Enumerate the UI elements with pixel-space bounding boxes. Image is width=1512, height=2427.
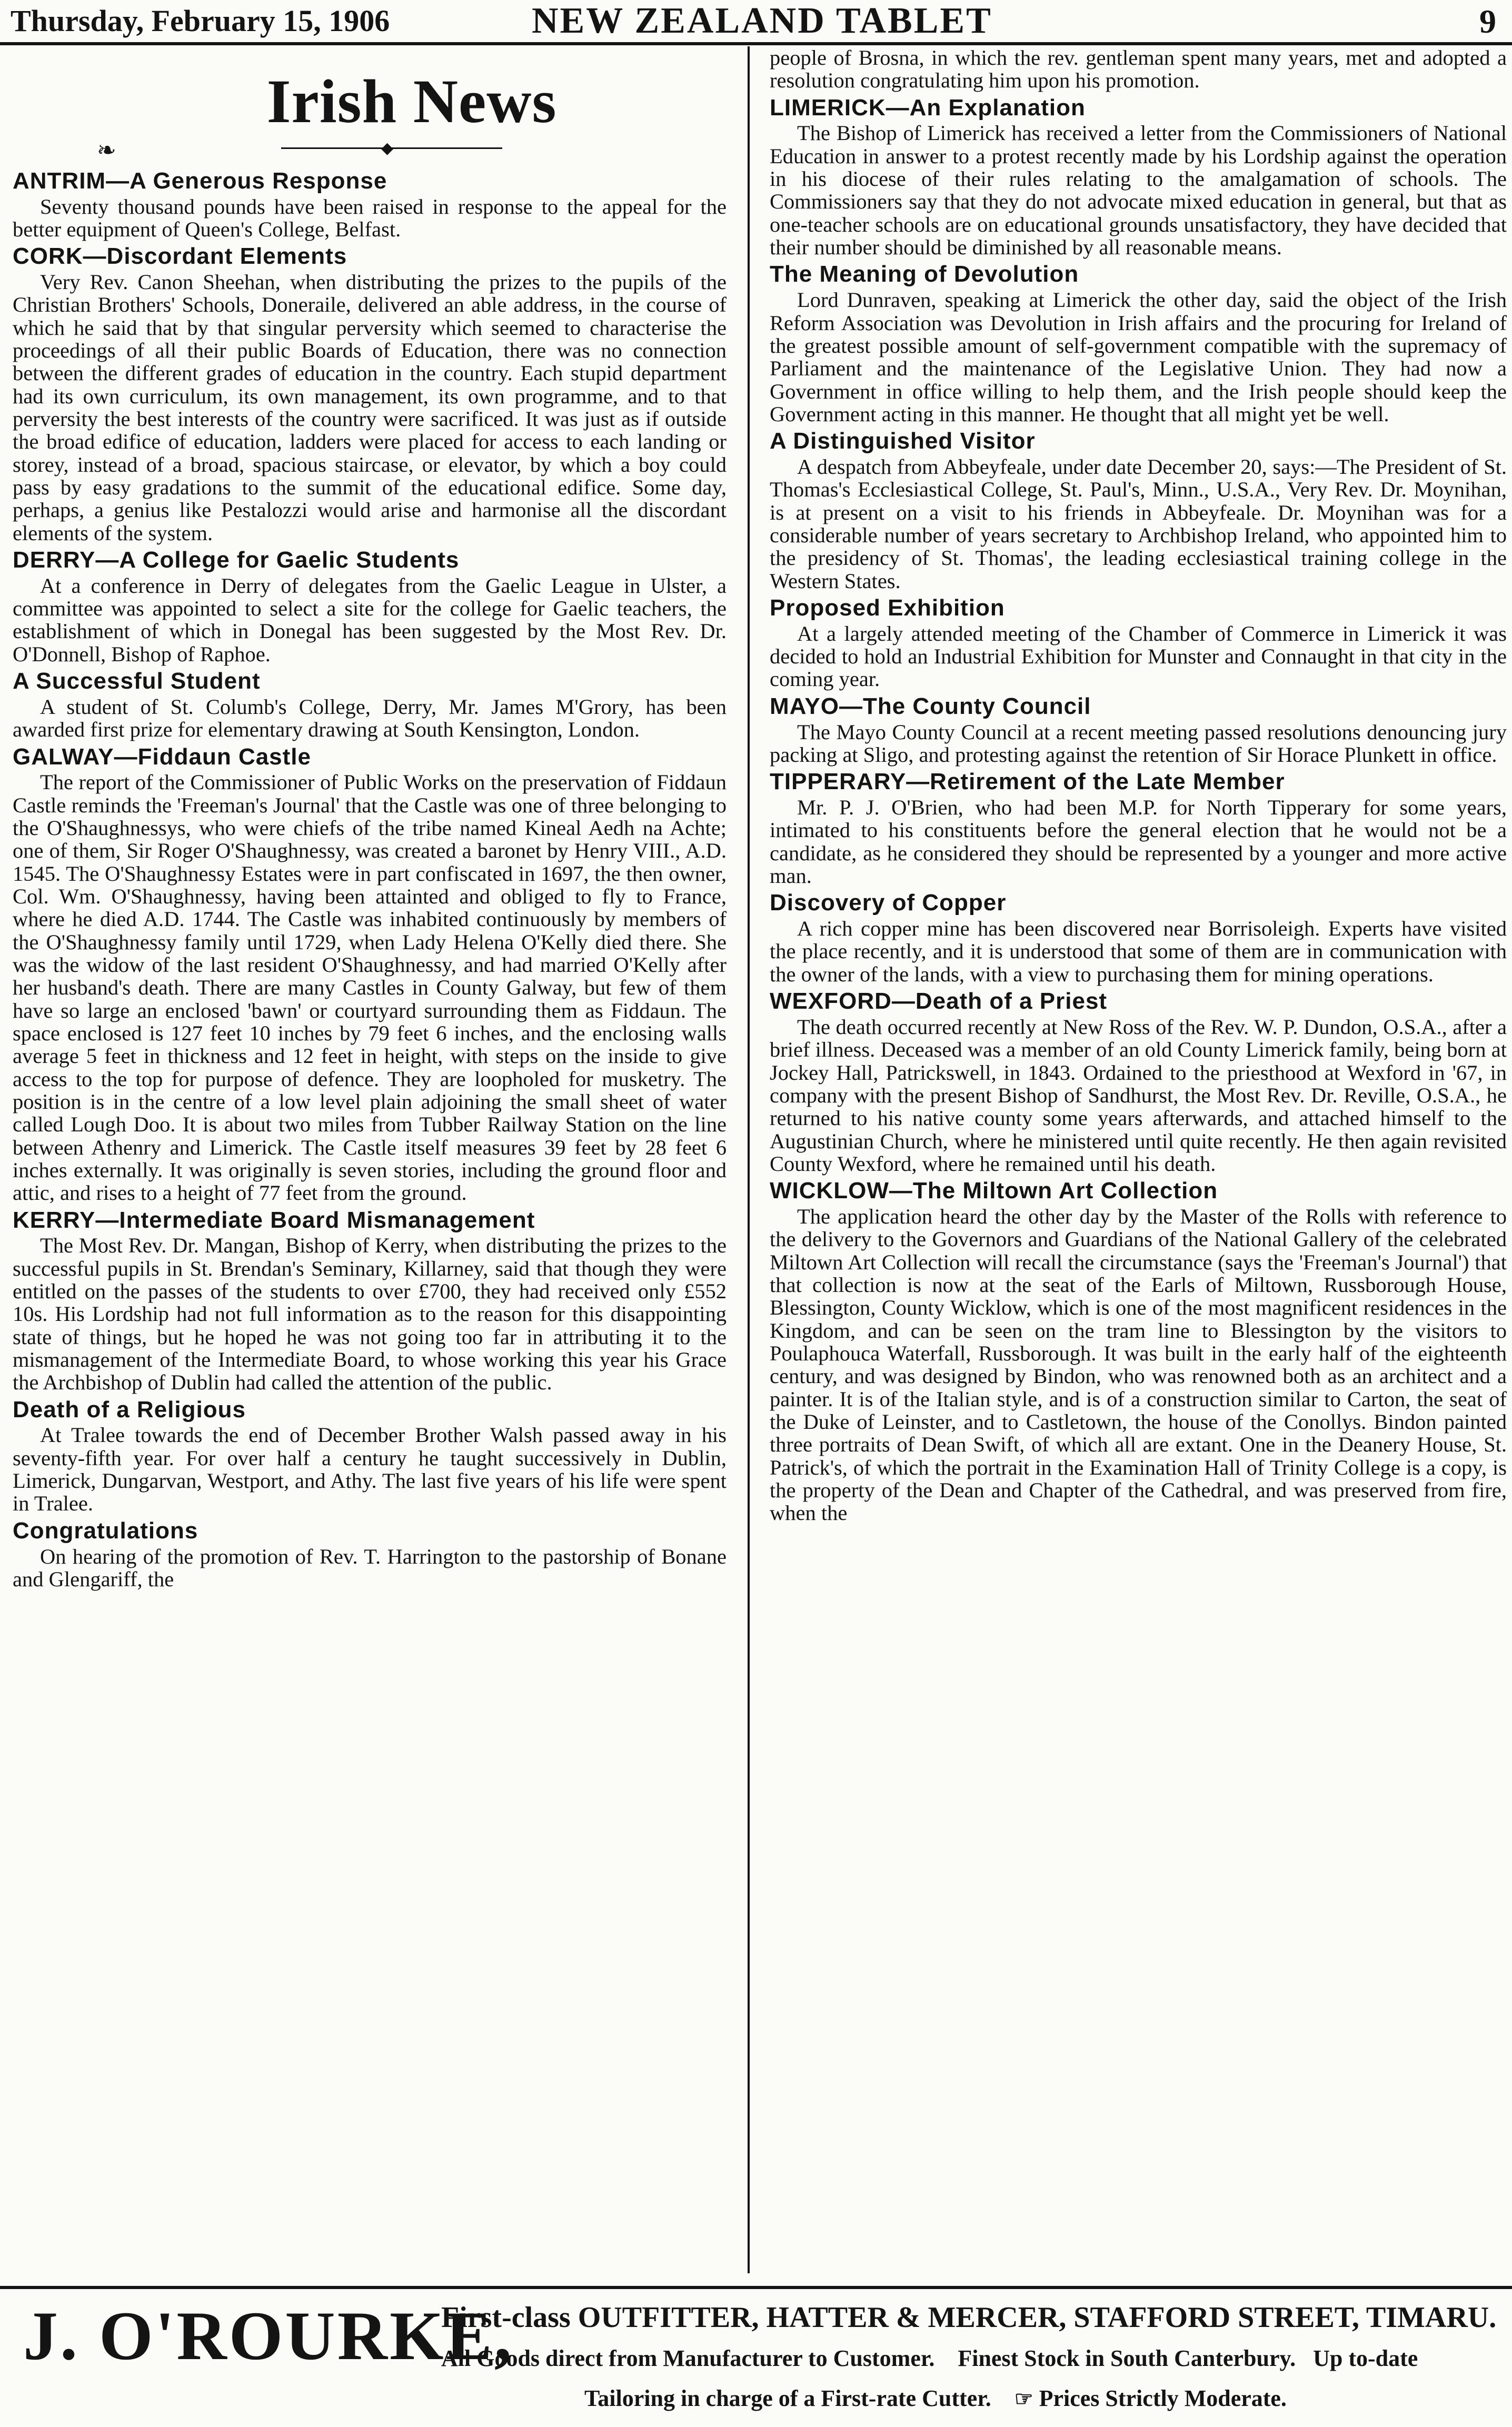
article-paragraph: Seventy thousand pounds have been raised in response to the appeal for the better equipment of Queen's College, Belfast. — [13, 194, 727, 241]
continued-paragraph: people of Brosna, in which the rev. gentleman spent many years, met and adopted a resolution congratulating him upon his promotion. — [770, 46, 1507, 93]
article-paragraph: The Most Rev. Dr. Mangan, Bishop of Kerry, when distributing the prizes to the successful pupils in St. Brendan's Seminary, Killarney, said that though they were entitled on the passes of the students to over £700, they had received only £552 10s. His Lordship had not full information as to the reason for this disappointing state of things, but he hoped he was not going too far in attributing it to the mismanagement of the Intermediate Board, to whose working this year his Grace the Archbishop of Dublin had called the attention of the public. — [13, 1234, 727, 1395]
article-paragraph: Very Rev. Canon Sheehan, when distributing the prizes to the pupils of the Christian Brothers' Schools, Doneraile, delivered an able address, in the course of which he said that by that singular perversity which seemed to characterise the proceedings of all their public Boards of Education, there was no connection between the different grades of education in the country. Each stupid department had its own curriculum, its own management, its own programme, and to that perversity the best interests of the country were sacrificed. It was just as if outside the broad edifice of education, ladders were placed for access to each landing or storey, instead of a broad, spacious staircase, or elevator, by which a boy could pass by easy gradations to the summit of the educational edifice. Some day, perhaps, a genius like Pestalozzi would arise and harmonise all the discordant elements of the system. — [13, 270, 727, 545]
article-paragraph: The report of the Commissioner of Public Works on the preservation of Fiddaun Castle reminds the 'Freeman's Journal' that the Castle was one of three belonging to the O'Shaughnessys, who were chiefs of the tribe named Kineal Aedh na Achte; one of them, Sir Roger O'Shaughnessy, was created a baronet by Henry VIII., A.D. 1545. The O'Shaughnessy Estates were in part confiscated in 1697, the then owner, Col. Wm. O'Shaughnessy, having been attainted and obliged to fly to France, where he died A.D. 1744. The Castle was inhabited continuously by members of the O'Shaughnessy family until 1729, when Lady Helena O'Kelly died there. She was the widow of the last resident O'Shaughnessy, and had married O'Kelly after her husband's death. There are many Castles in County Galway, but few of them have so large an enclosed 'bawn' or courtyard surrounding them as Fiddaun. The space enclosed is 127 feet 10 inches by 79 feet 6 inches, and the enclosing walls average 5 feet in thickness and 12 feet in height, with steps on the inside to give access to the top for purpose of defence. They are loopholed for musketry. The position is in the centre of a low level plain adjoining the small sheet of water called Lough Doo. It is about two miles from Tubber Railway Station on the line between Athenry and Limerick. The Castle itself measures 39 feet by 28 feet 6 inches externally. It was originally is seven stories, including the ground floor and attic, and rises to a height of 77 feet from the ground. — [13, 770, 727, 1205]
article-paragraph: Lord Dunraven, speaking at Limerick the other day, said the object of the Irish Reform Association was Devolution in Irish affairs and the procuring for Ireland of the greatest possible amount of self-government compatible with the supremacy of Parliament and the maintenance of the Legislative Union. They had now a Government in office willing to help them, and the Irish people should keep the Government acting in this manner. He thought that all might yet be well. — [770, 288, 1507, 426]
fleuron-icon: ❧ — [97, 137, 116, 163]
article-heading: Death of a Religious — [13, 1396, 246, 1423]
article-heading: The Meaning of Devolution — [770, 261, 1079, 287]
article-paragraph: The death occurred recently at New Ross of the Rev. W. P. Dundon, O.S.A., after a brief illness. Deceased was a member of an old County Limerick family, being born at Jockey Hall, Patrickswell, in 1843. Ordained to the priesthood at Wexford in '67, in company with the present Bishop of Sandhurst, the Most Rev. Dr. Reville, O.S.A., he returned to his native county some years afterwards, and attached himself to the Augustinian Church, where he ministered until quite recently. He then again revisited County Wexford, where he remained until his death. — [770, 1014, 1507, 1176]
advert-line-3 — [584, 2385, 1287, 2412]
left-column — [13, 46, 727, 2284]
pointing-hand-icon: ☞ — [1014, 2387, 1033, 2411]
article-heading: DERRY—A College for Gaelic Students — [13, 546, 460, 573]
article-paragraph: At Tralee towards the end of December Brother Walsh passed away in his seventy-fifth year. For over half a century he taught successively in Dublin, Limerick, Dungarvan, Westport, and Athy. The last five years of his life were spent in Tralee. — [13, 1423, 727, 1516]
article-heading: A Successful Student — [13, 668, 261, 694]
article-paragraph: Mr. P. J. O'Brien, who had been M.P. for North Tipperary for some years, intimated to his constituents before the general election that he would not be a candidate, as he considered they should be represented by a younger and more active man. — [770, 795, 1507, 888]
article-heading: WICKLOW—The Miltown Art Collection — [770, 1178, 1218, 1204]
right-articles — [770, 94, 1507, 1525]
article-heading: CORK—Discordant Elements — [13, 243, 347, 270]
article-paragraph: On hearing of the promotion of Rev. T. Harrington to the pastorship of Bonane and Glengariff, the — [13, 1544, 727, 1591]
article-heading: WEXFORD—Death of a Priest — [770, 988, 1108, 1014]
column-divider — [748, 46, 750, 2273]
section-title: Irish News — [266, 67, 557, 136]
page-number: 9 — [1479, 3, 1496, 40]
article-heading: Discovery of Copper — [770, 890, 1007, 916]
masthead-title: NEW ZEALAND TABLET — [532, 1, 992, 41]
advert-line-1: First-class OUTFITTER, HATTER & MERCER, STAFFORD STREET, TIMARU. — [441, 2301, 1497, 2334]
article-paragraph: A despatch from Abbeyfeale, under date December 20, says:—The President of St. Thomas's Ecclesiastical College, St. Paul's, Minn., U.S.A., Very Rev. Dr. Moynihan, is at present on a visit to his friends in Abbeyfeale. Dr. Moynihan was for a considerable number of years secretary to Archbishop Ireland, who appointed him to the presidency of St. Thomas', the leading ecclesiastical training college in the Western States. — [770, 454, 1507, 593]
article-paragraph: At a largely attended meeting of the Chamber of Commerce in Limerick it was decided to hold an Industrial Exhibition for Munster and Connaught in that city in the coming year. — [770, 621, 1507, 691]
article-heading: LIMERICK—An Explanation — [770, 94, 1086, 121]
advertiser-name: J. O'ROURKE, — [23, 2297, 514, 2374]
header-rule — [0, 42, 1512, 45]
diamond-icon: ◆ — [381, 139, 394, 157]
article-paragraph: A rich copper mine has been discovered near Borrisoleigh. Experts have visited the place recently, and it is understood that some of them are in communication with the owner of the lands, with a view to purchasing them for mining operations. — [770, 917, 1507, 986]
footer-rule — [0, 2286, 1512, 2289]
advert-direct: All Goods direct from Manufacturer to Customer. — [441, 2345, 935, 2371]
article-heading: TIPPERARY—Retirement of the Late Member — [770, 769, 1285, 795]
article-heading: A Distinguished Visitor — [770, 428, 1036, 454]
advert-line-2 — [441, 2345, 1418, 2372]
article-paragraph: The Bishop of Limerick has received a letter from the Commissioners of National Education in answer to a protest recently made by his Lordship against the operation in his diocese of their rules relating to the amalgamation of schools. The Commissioners say that they do not advocate mixed education in general, but that as one-teacher schools are on educational grounds unsatisfactory, they have decided that their number should be diminished by all reasonable means. — [770, 121, 1507, 260]
article-paragraph: The Mayo County Council at a recent meeting passed resolutions denouncing jury packing at Sligo, and protesting against the retention of Sir Horace Plunkett in office. — [770, 720, 1507, 767]
article-paragraph: A student of St. Columb's College, Derry, Mr. James M'Grory, has been awarded first prize for elementary drawing at South Kensington, London. — [13, 694, 727, 742]
left-articles — [13, 167, 727, 1590]
article-heading: MAYO—The County Council — [770, 693, 1091, 719]
title-ornament — [13, 136, 727, 167]
article-heading: Proposed Exhibition — [770, 594, 1005, 621]
article-heading: ANTRIM—A Generous Response — [13, 167, 387, 194]
article-heading: GALWAY—Fiddaun Castle — [13, 743, 312, 770]
article-paragraph: The application heard the other day by the Master of the Rolls with reference to the delivery to the Governors and Guardians of the National Gallery of the celebrated Miltown Art Collection will recall the circumstance (says the 'Freeman's Journal') that that collection is now at the seat of the Earls of Miltown, Russborough House, Blessington, County Wicklow, which is one of the most magnificent residences in the Kingdom, and can be seen on the tram line to Blessington by the visitors to Poulaphouca Waterfall, Russborough. It was built in the early half of the eighteenth century, and was designed by Bindon, who was renowned both as an architect and a painter. It is of the Italian style, and is of a construction similar to Carton, the seat of the Duke of Leinster, and to Castletown, the house of the Conollys. Bindon painted three portraits of Dean Swift, of which all are extant. One in the Deanery House, St. Patrick's, of which the portrait in the Examination Hall of Trinity College is a copy, is the property of the Dean and Chapter of the Cathedral, and was preserved from fire, when the — [770, 1204, 1507, 1525]
advertisement — [0, 2290, 1512, 2422]
issue-date: Thursday, February 15, 1906 — [11, 4, 390, 38]
advert-stock: Finest Stock in South Canterbury. — [958, 2345, 1296, 2371]
article-paragraph: At a conference in Derry of delegates from the Gaelic League in Ulster, a committee was appointed to select a site for the college for Gaelic teachers, the establishment of which in Donegal has been suggested by the Most Rev. Dr. O'Donnell, Bishop of Raphoe. — [13, 573, 727, 666]
page-header — [0, 0, 1512, 43]
right-column — [770, 46, 1507, 2284]
advert-tailoring: Tailoring in charge of a First-rate Cutter. — [584, 2385, 991, 2411]
advert-uptodate: Up to-date — [1313, 2345, 1418, 2371]
article-heading: Congratulations — [13, 1517, 198, 1544]
article-heading: KERRY—Intermediate Board Mismanagement — [13, 1207, 535, 1233]
advert-prices: Prices Strictly Moderate. — [1039, 2385, 1287, 2411]
